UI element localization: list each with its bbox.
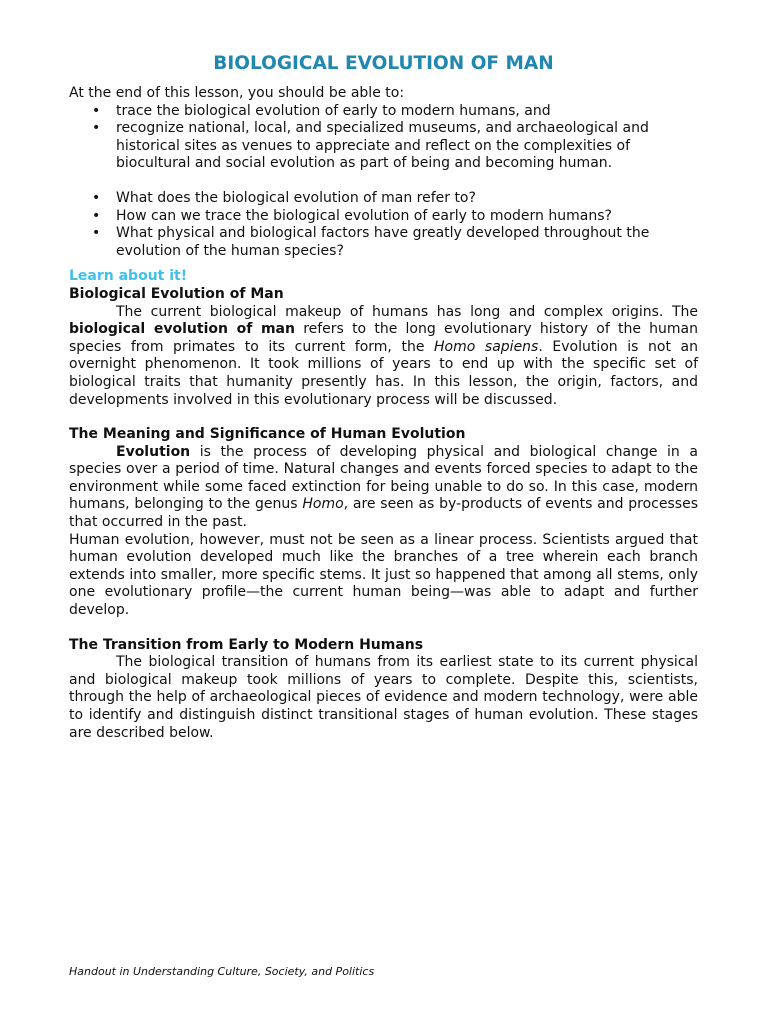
text-run: The current biological makeup of humans has long and complex origins. The <box>116 303 698 320</box>
question-item: • How can we trace the biological evolution of early to modern humans? <box>116 208 698 226</box>
text-run: , are seen as by-products of events and processes that occurred in the past. <box>69 496 698 531</box>
spacer <box>69 173 698 190</box>
objectives-list <box>69 103 698 173</box>
section-heading-transition: The Transition from Early to Modern Humans <box>69 636 424 653</box>
intro-text: At the end of this lesson, you should be able to: <box>69 85 405 101</box>
italic-term: Homo sapiens <box>434 338 539 355</box>
question-item: • What physical and biological factors have greatly developed throughout the evolution of the human species? <box>116 225 698 260</box>
italic-term: Homo <box>302 496 344 513</box>
section-heading-biological-evolution: Biological Evolution of Man <box>69 285 284 302</box>
text-run: refers to the long evolutionary history of the human species from primates to its current form, the <box>69 321 699 355</box>
section2-paragraph-2: Human evolution, however, must not be seen as a linear process. Scientists argued that human evolution developed much like the branches of a tree wherein each branch extends into smaller, more specific stems. It just so happened that among all stems, only one evolutionary profile—the current human being—was able to adapt and further develop. <box>69 531 698 619</box>
bold-term: biological evolution of man <box>69 321 295 338</box>
section3-paragraph: The biological transition of humans from its earliest state to its current physical and biological makeup took millions of years to complete. Despite this, scientists, through the help of archaeological pieces of evidence and modern technology, were able to identify and distinguish distinct transitional stages of human evolution. These stages are described below. <box>69 654 698 741</box>
learn-about-it-label: Learn about it! <box>69 268 188 285</box>
text-run: is the process of developing physical and biological change in a species over a period of time. Natural changes and events forced species to adapt to the environment while some faced extinction for being unable to do so. In this case, modern humans, belonging to the genus <box>69 443 698 513</box>
text-run: . Evolution is not an overnight phenomenon. It took millions of years to end up with the specific set of biological traits that humanity presently has. In this lesson, the origin, factors, and developments involved in this evolutionary process will be discussed. <box>69 338 699 408</box>
section1-paragraph <box>69 304 698 410</box>
objective-item: • recognize national, local, and specialized museums, and archaeological and historical sites as venues to appreciate and reflect on the complexities of biocultural and social evolution as part of being and becoming human. <box>116 120 698 173</box>
page-title: BIOLOGICAL EVOLUTION OF MAN <box>213 53 554 74</box>
document-body <box>69 52 698 742</box>
bold-term: Evolution <box>116 443 191 460</box>
page-footer: Handout in Understanding Culture, Society, and Politics <box>69 965 375 978</box>
questions-list <box>69 190 698 260</box>
section2-paragraph-1 <box>69 444 698 532</box>
spacer <box>69 620 698 637</box>
spacer <box>69 409 698 426</box>
section-heading-meaning: The Meaning and Significance of Human Evolution <box>69 426 466 443</box>
objective-item: • trace the biological evolution of early to modern humans, and <box>116 103 698 121</box>
question-item: • What does the biological evolution of man refer to? <box>116 190 698 208</box>
